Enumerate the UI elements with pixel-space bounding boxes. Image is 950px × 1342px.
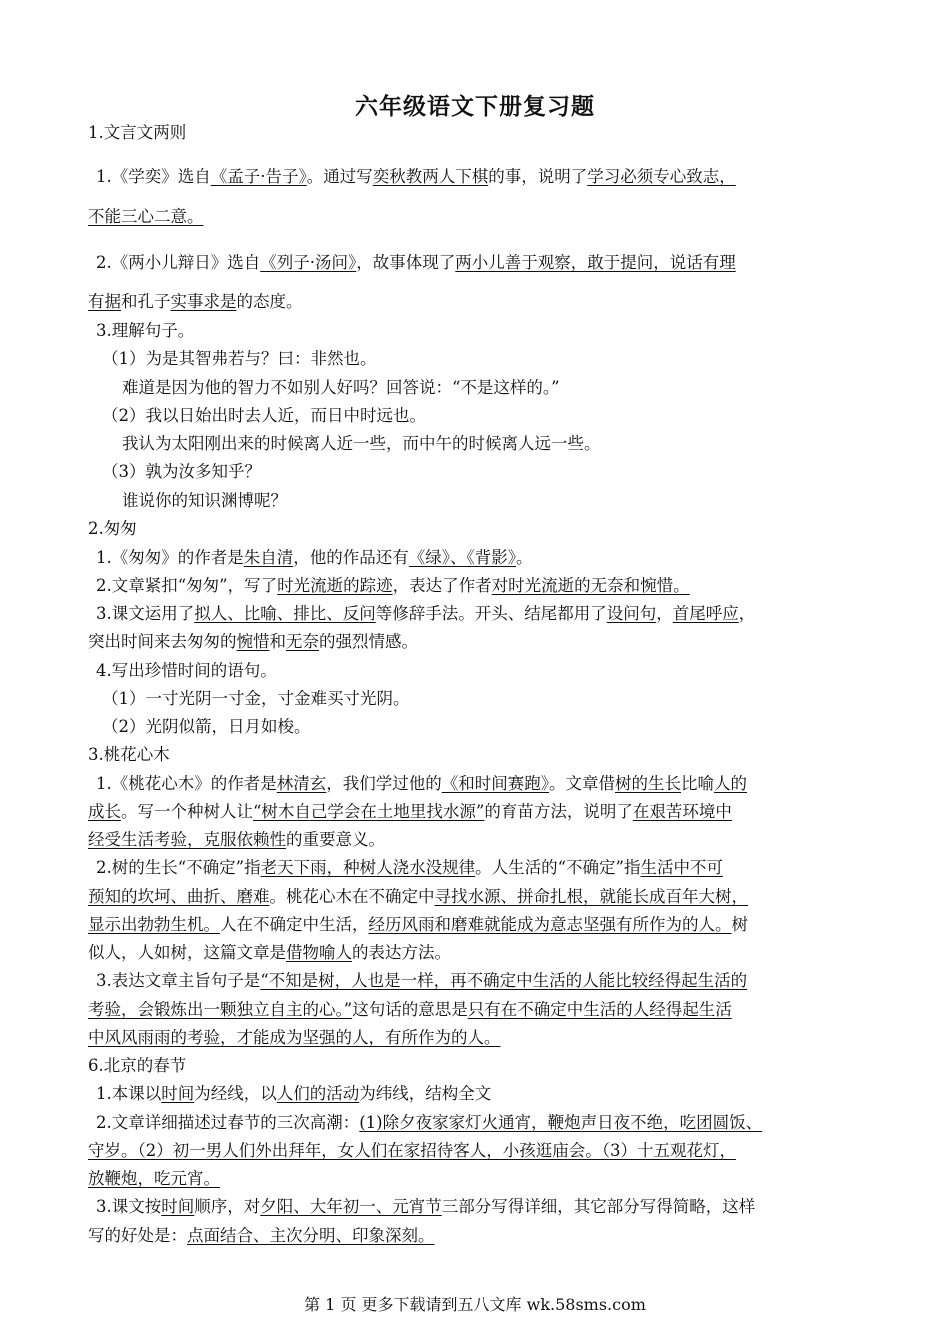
- paragraph-line: 显示出勃勃生机。人在不确定中生活，经历风雨和磨难就能成为意志坚强有所作为的人。树: [88, 915, 748, 934]
- paragraph-line: 2.树的生长“不确定”指老天下雨，种树人浇水没规律。人生活的“不确定”指生活中不可: [96, 858, 723, 877]
- paragraph-line: 成长。写一个种树人让“树木自己学会在土地里找水源”的育苗方法，说明了在艰苦环境中: [88, 802, 732, 821]
- paragraph-line: 1.《桃花心木》的作者是林清玄，我们学过他的《和时间赛跑》。文章借树的生长比喻人的: [96, 774, 747, 793]
- paragraph-line: 1.本课以时间为经线，以人们的活动为纬线，结构全文: [96, 1084, 492, 1103]
- paragraph-line: 3.课文运用了拟人、比喻、排比、反问等修辞手法。开头、结尾都用了设问句，首尾呼应，: [96, 604, 756, 623]
- answer-line: 难道是因为他的智力不如别人好吗？回答说：“不是这样的。”: [122, 378, 560, 397]
- paragraph-line: 守岁。（2）初一男人们外出拜年，女人们在家招待客人，小孩逛庙会。（3）十五观花灯，: [88, 1141, 736, 1160]
- question-line: （1）为是其智弗若与？曰：非然也。: [102, 349, 377, 368]
- answer-line: 我认为太阳刚出来的时候离人近一些，而中午的时候离人远一些。: [122, 434, 601, 453]
- paragraph-line: 似人，人如树，这篇文章是借物喻人的表达方法。: [88, 943, 451, 962]
- quote-line: （1）一寸光阴一寸金，寸金难买寸光阴。: [102, 689, 410, 708]
- paragraph-line: 1.《学奕》选自《孟子·告子》。通过写奕秋教两人下棋的事，说明了学习必须专心致志，: [96, 167, 736, 186]
- question-line: （2）我以日始出时去人近，而日中时远也。: [102, 406, 426, 425]
- paragraph-line: 有据和孔子实事求是的态度。: [88, 292, 303, 311]
- paragraph-line: 1.《匆匆》的作者是朱自清，他的作品还有《绿》、《背影》。: [96, 548, 533, 567]
- paragraph-line: 2.《两小儿辩日》选自《列子·汤问》，故事体现了两小儿善于观察，敢于提问，说话有理: [96, 253, 736, 272]
- section-heading: 2.匆匆: [88, 519, 137, 538]
- paragraph-line: 2.文章紧扣“匆匆”，写了时光流逝的踪迹，表达了作者对时光流逝的无奈和惋惜。: [96, 576, 690, 595]
- answer-line: 谁说你的知识渊博呢？: [122, 491, 287, 510]
- paragraph-line: 考验，会锻炼出一颗独立自主的心。”这句话的意思是只有在不确定中生活的人经得起生活: [88, 1000, 732, 1019]
- paragraph-line: 3.表达文章主旨句子是“不知是树，人也是一样，再不确定中生活的人能比较经得起生活的: [96, 971, 748, 990]
- section-heading: 3.桃花心木: [88, 745, 170, 764]
- paragraph-line: 2.文章详细描述过春节的三次高潮：(1)除夕夜家家灯火通宵，鞭炮声日夜不绝，吃团圆饭、: [96, 1113, 763, 1132]
- paragraph-line: 预知的坎坷、曲折、磨难。桃花心木在不确定中寻找水源、拼命扎根，就能长成百年大树，: [88, 887, 748, 906]
- paragraph-line: 4.写出珍惜时间的语句。: [96, 661, 277, 680]
- paragraph-line: 3.课文按时间顺序，对夕阳、大年初一、元宵节三部分写得详细，其它部分写得简略，这样: [96, 1197, 756, 1216]
- paragraph-line: 不能三心二意。: [88, 207, 204, 226]
- paragraph-line: 中风风雨雨的考验，才能成为坚强的人，有所作为的人。: [88, 1028, 501, 1047]
- question-line: （3）孰为汝多知乎？: [102, 462, 261, 481]
- paragraph-line: 放鞭炮，吃元宵。: [88, 1169, 220, 1188]
- paragraph-line: 写的好处是：点面结合、主次分明、印象深刻。: [88, 1226, 435, 1245]
- section-heading: 6.北京的春节: [88, 1056, 187, 1075]
- paragraph-line: 突出时间来去匆匆的惋惜和无奈的强烈情感。: [88, 632, 418, 651]
- quote-line: （2）光阴似箭，日月如梭。: [102, 717, 311, 736]
- page-footer: 第 1 页 更多下载请到五八文库 wk.58sms.com: [304, 1295, 646, 1314]
- paragraph-line: 经受生活考验，克服依赖性的重要意义。: [88, 830, 385, 849]
- section-heading: 1.文言文两则: [88, 123, 187, 142]
- page-title: 六年级语文下册复习题: [355, 93, 595, 120]
- paragraph-line: 3.理解句子。: [96, 321, 195, 340]
